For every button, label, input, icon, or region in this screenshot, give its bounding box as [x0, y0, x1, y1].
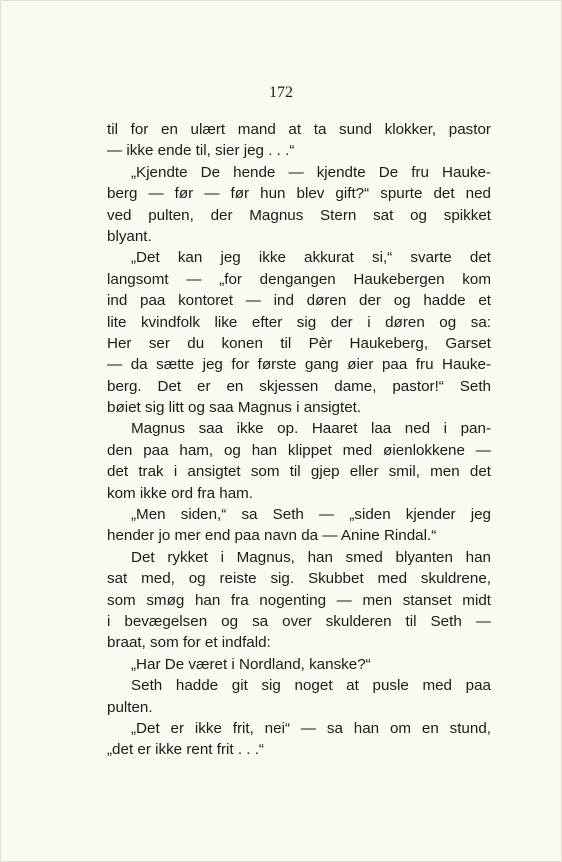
text-line: „Men siden,“ sa Seth — „siden kjender jeg	[131, 506, 491, 524]
text-line: den paa ham, og han klippet med øienlokkene —	[107, 441, 491, 459]
text-line: berg. Det er en skjessen dame, pastor!“ Seth	[107, 377, 491, 395]
text-line: „Kjendte De hende — kjendte De fru Hauke-	[131, 163, 491, 181]
text-line: Seth hadde git sig noget at pusle med paa	[131, 677, 491, 695]
text-line: Her ser du konen til Pèr Haukeberg, Garset	[107, 334, 491, 352]
text-line: som smøg han fra nogenting — men stanset midt	[107, 591, 491, 609]
text-line: kom ikke ord fra ham.	[107, 484, 254, 502]
text-line: „det er ikke rent frit . . .“	[107, 741, 264, 759]
text-line: lite kvindfolk like efter sig der i døren og sa:	[107, 313, 491, 331]
text-line: til for en ulært mand at ta sund klokker, pastor	[107, 121, 491, 138]
text-line: ind paa kontoret — ind døren der og hadde et	[107, 292, 491, 310]
text-line: — ikke ende til, sier jeg . . .“	[107, 142, 295, 160]
text-line: langsomt — „for dengangen Haukebergen kom	[107, 270, 491, 288]
text-line: pulten.	[107, 698, 153, 716]
text-line: sat med, og reiste sig. Skubbet med skuldrene,	[107, 570, 491, 588]
text-line: blyant.	[107, 227, 152, 245]
text-line: Det rykket i Magnus, han smed blyanten han	[131, 548, 491, 566]
text-line: hender jo mer end paa navn da — Anine Rindal.“	[107, 527, 437, 545]
text-line: berg — før — før hun blev gift?“ spurte det ned	[107, 185, 491, 203]
text-line: „Har De været i Nordland, kanske?“	[131, 655, 371, 673]
text-line: braat, som for et indfald:	[107, 634, 271, 652]
text-line: „Det kan jeg ikke akkurat si,“ svarte det	[131, 249, 491, 267]
text-line: „Det er ikke frit, nei“ — sa han om en stund,	[131, 719, 491, 737]
body-text	[107, 119, 491, 761]
text-line: — da sætte jeg for første gang øier paa fru Hauke-	[107, 356, 491, 374]
text-line: i bevægelsen og sa over skulderen til Seth —	[107, 612, 491, 630]
page-number: 172	[269, 84, 293, 101]
text-line: det trak i ansigtet som til gjep eller smil, men det	[107, 463, 491, 481]
text-line: bøiet sig litt og saa Magnus i ansigtet.	[107, 399, 362, 417]
text-line: ved pulten, der Magnus Stern sat og spikket	[107, 206, 491, 224]
text-line: Magnus saa ikke op. Haaret laa ned i pan-	[131, 420, 491, 438]
